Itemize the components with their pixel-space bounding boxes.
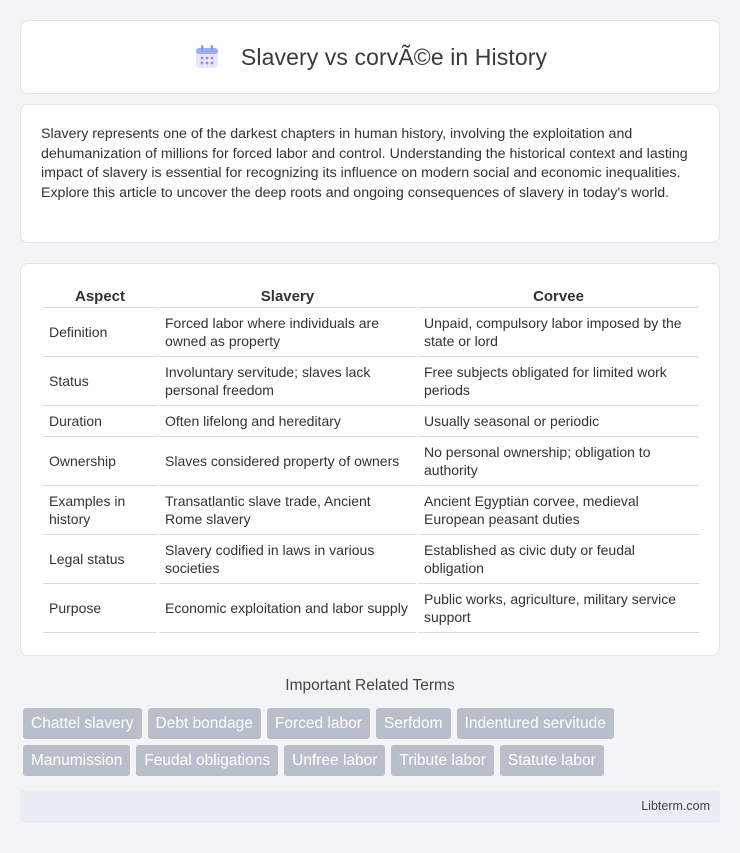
- tag-tribute-labor[interactable]: Tribute labor: [391, 745, 493, 776]
- table-row: [43, 357, 699, 406]
- cell-slavery: Slaves considered property of owners: [159, 437, 416, 486]
- cell-corvee: Established as civic duty or feudal obligation: [418, 535, 699, 584]
- footer-brand-link[interactable]: Libterm.com: [641, 799, 710, 813]
- cell-slavery: Involuntary servitude; slaves lack personal freedom: [159, 357, 416, 406]
- header-aspect: Aspect: [43, 286, 157, 308]
- table-header-row: [43, 286, 699, 308]
- intro-card: [20, 104, 720, 243]
- tag-feudal-obligations[interactable]: Feudal obligations: [136, 745, 278, 776]
- cell-corvee: Usually seasonal or periodic: [418, 406, 699, 437]
- cell-aspect: Ownership: [43, 437, 157, 486]
- title-card: [20, 20, 720, 94]
- table-row: [43, 437, 699, 486]
- tag-unfree-labor[interactable]: Unfree labor: [284, 745, 385, 776]
- tag-statute-labor[interactable]: Statute labor: [500, 745, 604, 776]
- cell-aspect: Legal status: [43, 535, 157, 584]
- header-corvee: Corvee: [418, 286, 699, 308]
- comparison-table: [41, 286, 701, 633]
- cell-slavery: Economic exploitation and labor supply: [159, 584, 416, 633]
- footer: [20, 790, 720, 823]
- tag-indentured-servitude[interactable]: Indentured servitude: [457, 708, 614, 739]
- related-terms-heading: Important Related Terms: [285, 677, 455, 694]
- cell-corvee: No personal ownership; obligation to authority: [418, 437, 699, 486]
- tag-forced-labor[interactable]: Forced labor: [267, 708, 370, 739]
- table-row: [43, 535, 699, 584]
- cell-corvee: Ancient Egyptian corvee, medieval European peasant duties: [418, 486, 699, 535]
- related-terms-row: [23, 745, 723, 776]
- cell-aspect: Examples in history: [43, 486, 157, 535]
- cell-slavery: Often lifelong and hereditary: [159, 406, 416, 437]
- cell-corvee: Free subjects obligated for limited work periods: [418, 357, 699, 406]
- tag-manumission[interactable]: Manumission: [23, 745, 130, 776]
- tag-serfdom[interactable]: Serfdom: [376, 708, 451, 739]
- cell-corvee: Unpaid, compulsory labor imposed by the state or lord: [418, 308, 699, 357]
- comparison-card: [20, 263, 720, 656]
- cell-aspect: Status: [43, 357, 157, 406]
- cell-slavery: Forced labor where individuals are owned as property: [159, 308, 416, 357]
- cell-corvee: Public works, agriculture, military service support: [418, 584, 699, 633]
- related-terms-row: [23, 708, 723, 739]
- cell-aspect: Duration: [43, 406, 157, 437]
- calendar-icon: [193, 43, 221, 71]
- table-row: [43, 486, 699, 535]
- intro-paragraph: Slavery represents one of the darkest chapters in human history, involving the exploitation and dehumanization of millions for forced labor and control. Understanding the historical context and lasting impact of slavery is essential for recognizing its influence on modern social and economic inequalities. Explore this article to uncover the deep roots and ongoing consequences of slavery in today's world.: [41, 126, 688, 201]
- cell-aspect: Purpose: [43, 584, 157, 633]
- cell-slavery: Transatlantic slave trade, Ancient Rome slavery: [159, 486, 416, 535]
- cell-aspect: Definition: [43, 308, 157, 357]
- table-row: [43, 308, 699, 357]
- page-title: Slavery vs corvÃ©e in History: [240, 43, 548, 70]
- table-row: [43, 584, 699, 633]
- cell-slavery: Slavery codified in laws in various societies: [159, 535, 416, 584]
- table-row: [43, 406, 699, 437]
- tag-chattel-slavery[interactable]: Chattel slavery: [23, 708, 142, 739]
- tag-debt-bondage[interactable]: Debt bondage: [148, 708, 261, 739]
- header-slavery: Slavery: [159, 286, 416, 308]
